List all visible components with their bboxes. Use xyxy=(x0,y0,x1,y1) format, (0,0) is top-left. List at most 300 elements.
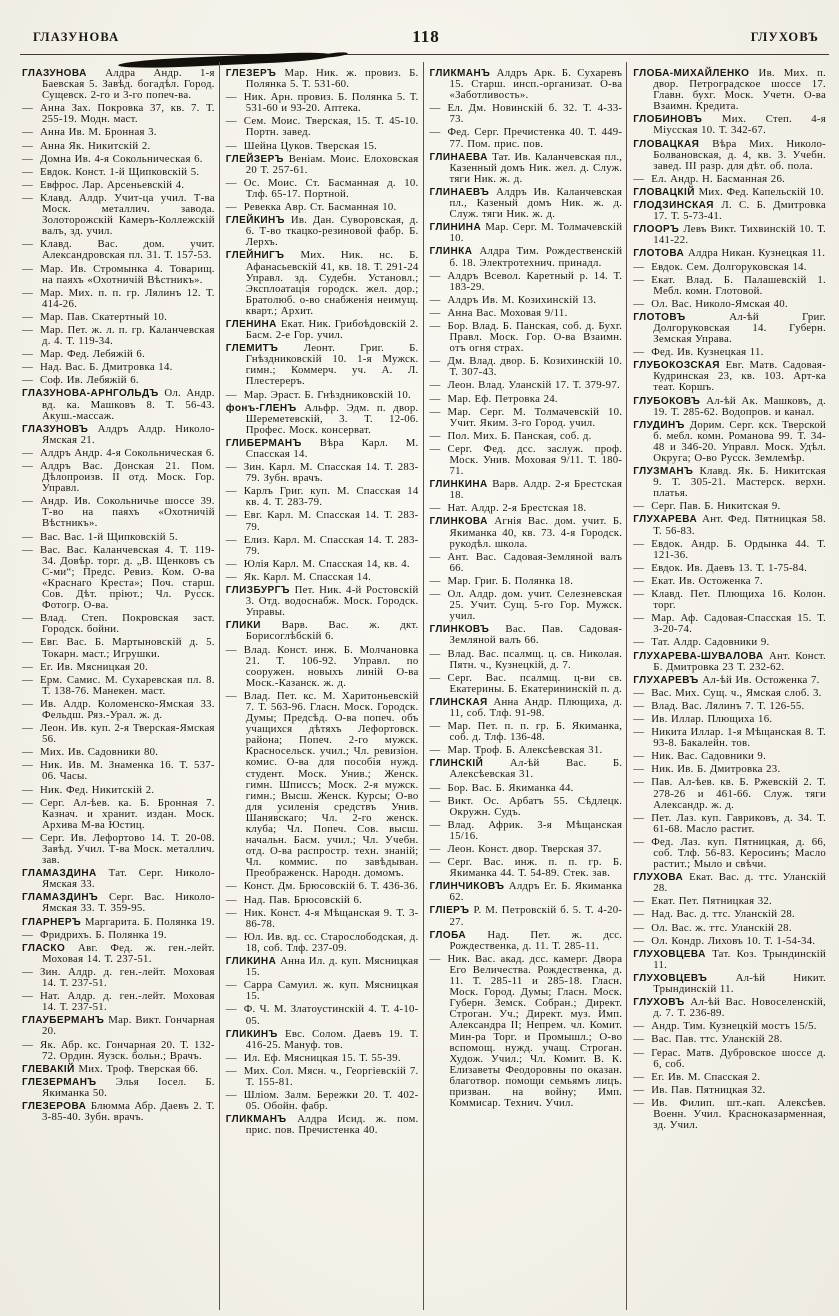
directory-entry: — Ник. Конст. 4-я Мѣщанская 9. Т. 3-86-78. xyxy=(225,906,419,930)
directory-entry: ГЛУБОКОВЪ Ал-ѣй Ак. Машковъ, д. 19. Т. 285-62. Водопров. и канал. xyxy=(633,394,826,418)
directory-entry: — Вас. Мих. Сущ. ч., Ямская слоб. 3. xyxy=(633,686,822,699)
ditto-dash: — xyxy=(429,269,441,282)
entry-headword: ГЛИНАЕВЪ xyxy=(429,186,497,198)
directory-entry: — Ол. Алдр. дом. учит. Селезневская 25. Учит. Сущ. 5-го Гор. Мужск. учил. xyxy=(429,588,623,623)
entry-headword: ГЛОБИНОВЪ xyxy=(633,114,722,126)
directory-entry: — Фридрихъ. Б. Полянка 19. xyxy=(22,928,167,941)
ditto-dash: — xyxy=(225,557,237,570)
directory-entry: — Евдок. Андр. Б. Ордынка 44. Т. 121-36. xyxy=(633,537,826,561)
directory-entry: ГЛАУБЕРМАНЪ Мар. Викт. Гончарная 20. xyxy=(22,1014,215,1038)
directory-entry: ГЛИНКА Алдра Тим. Рождественскій б. 18. Электротехнич. принадл. xyxy=(429,245,623,269)
directory-entry: ГЛУДИНЪ Дорим. Серг. кск. Тверской б. мебл. комн. Романова 99. Т. 34-48 и 346-20. Управл. Моск. Удѣл. Округа; О-во Русск. Землемѣр. xyxy=(633,418,826,464)
directory-entry: — Ег. Ив. Мясницкая 20. xyxy=(22,660,148,673)
directory-entry: — Леон. Ив. куп. 2-я Тверская-Ямская 56. xyxy=(22,722,215,746)
ditto-dash: — xyxy=(633,699,645,712)
ditto-dash: — xyxy=(429,319,441,332)
ditto-dash: — xyxy=(22,697,34,710)
ditto-dash: — xyxy=(22,152,34,165)
entry-headword: ГЛОБА-МИХАЙЛЕНКО xyxy=(633,68,759,79)
directory-entry: — Над. Пав. Брюсовскій 6. xyxy=(225,893,363,906)
directory-entry: — Мар. Мих. п. п. гр. Лялинъ 12. Т. 414-26. xyxy=(22,286,215,310)
directory-entry: ГЛООРЪ Левъ Викт. Тихвинскій 10. Т. 141-22. xyxy=(633,223,826,247)
entry-headword: ГЛОДЗИНСКАЯ xyxy=(633,200,722,212)
ditto-dash: — xyxy=(22,323,34,336)
ditto-dash: — xyxy=(633,763,645,776)
ditto-dash: — xyxy=(633,297,645,310)
ditto-dash: — xyxy=(225,91,237,104)
directory-entry: — Сарра Самуил. ж. куп. Мясницкая 15. xyxy=(225,979,419,1003)
directory-entry: — Серг. Вас. псалмщ. ц-ви св. Екатерины. Б. Екатерининскій п. д. xyxy=(429,671,623,695)
directory-entry: ГЛИНКОВА Агнія Вас. дом. учит. Б. Якиманка 40, кв. 73. 4-я Городск. рукодѣл. школа. xyxy=(429,515,623,550)
ditto-dash: — xyxy=(633,172,645,185)
entry-headword: ГЛАМАЗДИНА xyxy=(22,868,109,880)
directory-entry: — Клавд. Пет. Плющиха 16. Колон. торг. xyxy=(633,588,826,612)
directory-entry: — Мар. Ив. Стромынка 4. Товарищ. на паяхъ «Охотничій Вѣстникъ». xyxy=(22,262,215,286)
directory-entry: ГЛОТОВА Алдра Никан. Кузнецкая 11. xyxy=(633,247,826,260)
directory-entry: ГЛИНСКІЙ Ал-ѣй Вас. Б. Алексѣевская 31. xyxy=(429,757,623,781)
entry-headword: ГЛИНКА xyxy=(429,246,480,258)
header-right-title: ГЛУХОВЪ xyxy=(750,30,819,44)
entry-headword: ГЛИНКИНА xyxy=(429,479,493,491)
directory-entry: — Алдръ Андр. 4-я Сокольническая 6. xyxy=(22,446,215,459)
directory-entry: ГЛОВАЦКІЙ Мих. Фед. Капельскій 10. xyxy=(633,185,824,198)
directory-entry: ГЛУХОВА Екат. Вас. д. ттс. Уланскій 28. xyxy=(633,871,827,895)
ditto-dash: — xyxy=(429,647,441,660)
ditto-dash: — xyxy=(22,446,34,459)
directory-entry: — Над. Вас. Б. Дмитровка 14. xyxy=(22,361,173,374)
entry-headword: ГЛИНИНА xyxy=(429,222,486,234)
ditto-dash: — xyxy=(225,893,237,906)
directory-entry: ГЛИКИ Варв. Вас. ж. дкт. Борисоглѣбскій 6. xyxy=(225,619,419,643)
directory-entry: — Серг. Ив. Лефортово 14. Т. 20-08. Завѣд. Учил. Т-ва Моск. металлич. зав. xyxy=(22,831,215,867)
ditto-dash: — xyxy=(429,794,441,807)
entry-headword: ГЛОБА xyxy=(429,929,488,941)
directory-entry: — Леон. Влад. Уланскій 17. Т. 379-97. xyxy=(429,379,620,392)
directory-entry: — Ревекка Авр. Ст. Басманная 10. xyxy=(225,201,397,214)
ditto-dash: — xyxy=(225,570,237,583)
directory-entry: — Алдръ Ив. М. Козихинскій 13. xyxy=(429,293,597,306)
directory-entry: ГЛЕМИТЪ Леонт. Григ. Б. Гнѣздниковскій 10. 1-я Мужск. гимн.; Коммерч. уч. А. Л. Плестереръ. xyxy=(225,342,419,388)
ditto-dash: — xyxy=(633,1096,645,1109)
directory-entry: ГЛАЗУНОВЪ Алдръ Алдр. Николо-Ямская 21. xyxy=(22,422,215,446)
ditto-dash: — xyxy=(22,831,34,844)
entry-headword: ГЛИКИНЪ xyxy=(225,1028,285,1040)
directory-entry: — Зин. Алдр. д. ген.-лейт. Моховая 14. Т. 237-51. xyxy=(22,965,215,990)
directory-entry: — Клавд. Алдр. Учит-ца учил. Т-ва Моск. металлич. завода. Золоторожскій Камеръ-Коллежскій валъ, зд. учил. xyxy=(22,191,215,238)
ditto-dash: — xyxy=(22,102,34,115)
entry-headword: ГЛУХОВА xyxy=(633,872,690,884)
directory-entry: — Мар. Григ. Б. Полянка 18. xyxy=(429,574,574,587)
directory-entry: — Мар. Пав. Скатертный 10. xyxy=(22,310,168,323)
entry-headword: ГЛУХАРЕВА xyxy=(633,514,703,526)
ditto-dash: — xyxy=(633,1083,645,1096)
ditto-dash: — xyxy=(429,550,441,563)
directory-entry: ГЛУЗМАНЪ Клавд. Як. Б. Никитская 9. Т. 305-21. Мастерск. верхн. платья. xyxy=(633,465,826,500)
entry-headword: ГЛУХАРЕВА-ШУВАЛОВА xyxy=(633,650,769,662)
directory-entry: ГЛЕЗЕРОВА Блюмма Абр. Даевъ 2. Т. 3-85-40. Зубн. врачъ. xyxy=(22,1099,215,1124)
ditto-dash: — xyxy=(633,260,645,273)
page-header xyxy=(33,27,819,50)
ditto-dash: — xyxy=(429,502,441,515)
ditto-dash: — xyxy=(429,574,441,587)
directory-entry: — Серг. Ал-ѣев. ка. Б. Бронная 7. Казнач. и хранит. издан. Моск. Архива М-ва Юстиц. xyxy=(22,796,215,831)
ditto-dash: — xyxy=(429,102,441,115)
entry-headword: ГЛОТОВЪ xyxy=(633,311,730,323)
ditto-dash: — xyxy=(22,495,34,508)
entry-headword: ГЛЕМИТЪ xyxy=(225,343,304,355)
ditto-dash: — xyxy=(225,1051,237,1064)
directory-entry: ГЛИНСКАЯ Анна Андр. Плющиха, д. 11, соб. Тлф. 91-98. xyxy=(429,695,623,719)
directory-entry: — Мар. Еф. Петровка 24. xyxy=(429,392,558,405)
directory-entry: ГЛИНАЕВЪ Алдръ Ив. Каланчевская пл., Казеный домъ Ник. ж. д. Служ. тяги Ник. ж. д. xyxy=(429,185,623,221)
ditto-dash: — xyxy=(22,722,34,735)
ditto-dash: — xyxy=(633,908,645,921)
directory-entry: — Серг. Фед. дсс. заслуж. проф. Моск. Унив. Моховая 9/11. Т. 180-71. xyxy=(429,442,623,478)
ditto-dash: — xyxy=(225,485,237,498)
directory-entry: фонъ-ГЛЕНЪ Альфр. Эдм. п. двор. Шереметевскій, 3. Т. 12-06. Профес. Моск. консерват. xyxy=(225,401,419,436)
entry-headword: ГЛУХОВЪ xyxy=(633,997,691,1009)
ditto-dash: — xyxy=(429,744,441,757)
directory-entry: ГЛИНКОВЪ Вас. Пав. Садовая-Земляной валъ 66. xyxy=(429,623,623,647)
header-left-title: ГЛАЗУНОВА xyxy=(33,30,120,44)
directory-entry: ГЛОТОВЪ Ал-ѣй Григ. Долгоруковская 14. Губерн. Земская Управа. xyxy=(633,310,826,346)
entry-headword: ГЛООРЪ xyxy=(633,224,684,236)
directory-entry: — Екат. Влад. Б. Палашевскій 1. Мебл. комн. Глотовой. xyxy=(633,273,826,297)
ditto-dash: — xyxy=(429,781,441,794)
directory-entry: — Евфрос. Лар. Арсеньевскій 4. xyxy=(22,178,185,191)
ditto-dash: — xyxy=(429,429,441,442)
directory-entry: — Герас. Матв. Дубровское шоссе д. 6, соб. xyxy=(633,1046,826,1070)
entry-headword: ГЛЕЙКИНЪ xyxy=(225,215,291,227)
directory-entry: — Дм. Влад. двор. Б. Козихинскій 10. Т. 307-43. xyxy=(429,355,623,379)
directory-entry: ГЛИНКИНА Варв. Алдр. 2-я Брестская 18. xyxy=(429,478,623,502)
directory-entry: ГЛУХОВЪ Ал-ѣй Вас. Новоселенскій, д. 7. Т. 236-89. xyxy=(633,996,826,1020)
directory-entry: ГЛОВАЦКАЯ Вѣра Мих. Николо-Болвановская, д. 4, кв. 3. Учебн. завед. III разр. для дѣт. об. пола. xyxy=(633,137,826,172)
entry-headword: ГЛЕЙНИГЪ xyxy=(225,250,301,262)
directory-entry: — Ег. Ив. М. Спасская 2. xyxy=(633,1070,761,1083)
ditto-dash: — xyxy=(429,405,441,418)
directory-entry: — Ник. Вас. акад. дсс. камерг. Двора Его Величества. Рождественка, д. 11. Т. 285-11 и 285-18. Гласн. Моск. Город. Думы; Гласн. Моск. Губерн. Земск. Собран.; Директ. Строган. Уч.; Директ. муз. Имп. Александра II; Непрем. чл. Комит. Мин-ра Торг. и Промышл.; О-во вспомощ. нужд. учащ. Строган. Худож. Учил.; Чл. Комит. В. К. Елизаветы Феодоровны по оказан. благотвор. помощи семьямъ лицъ. призван. на войну; Имп. Коммисар. Технич. Учил. xyxy=(429,952,623,1110)
directory-entry: ГЛІЕРЪ Р. М. Петровскій б. 5. Т. 4-20-27. xyxy=(429,904,623,928)
directory-entry: ГЛУХАРЕВА Ант. Фед. Пятницкая 58. Т. 56-83. xyxy=(633,513,826,537)
entry-headword: ГЛЕНИНА xyxy=(225,318,281,330)
directory-entry: — Мих. Ив. Садовники 80. xyxy=(22,746,159,759)
entry-headword: ГЛИНКОВА xyxy=(429,516,495,528)
entry-headword: ГЛИНСКАЯ xyxy=(429,696,494,708)
ditto-dash: — xyxy=(633,686,645,699)
directory-entry: ГЛИКИНА Анна Ил. д. куп. Мясницкая 15. xyxy=(225,955,419,979)
ditto-dash: — xyxy=(429,856,441,869)
ditto-dash: — xyxy=(633,561,645,574)
directory-entry: ГЛАЗУНОВА Алдра Андр. 1-я Баевская 5. Завѣд. богадѣл. Город. Сущевск. 2-го и 3-го попеч-ва. xyxy=(22,67,215,102)
ditto-dash: — xyxy=(225,1089,237,1102)
directory-entry: — Андр. Ив. Сокольничье шоссе 39. Т-во на паяхъ «Охотничій Вѣстникъ». xyxy=(22,495,215,530)
ditto-dash: — xyxy=(633,776,645,789)
directory-entry: ГЛЕЙЗЕРЪ Веніам. Моис. Елоховская 20 Т. 257-61. xyxy=(225,152,419,176)
directory-entry: — Сем. Моис. Тверская, 15. Т. 45-10. Портн. завед. xyxy=(225,115,419,139)
directory-entry: ГЛАСКО Авг. Фед. ж. ген.-лейт. Моховая 14. Т. 237-51. xyxy=(22,941,215,965)
directory-entry: — Як. Карл. М. Спасская 14. xyxy=(225,570,372,583)
directory-entry: — Конст. Дм. Брюсовскій 6. Т. 436-36. xyxy=(225,880,418,893)
ditto-dash: — xyxy=(22,783,34,796)
entry-headword: ГЛИЗБУРГЪ xyxy=(225,585,295,597)
entry-headword: ГЛУБОКОВЪ xyxy=(633,395,707,407)
ditto-dash: — xyxy=(429,843,441,855)
entry-headword: ГЛАМАЗДИНЪ xyxy=(22,892,109,904)
entry-headword: ГЛИКМАНЪ xyxy=(429,68,497,79)
ditto-dash: — xyxy=(225,533,237,546)
entry-headword: ГЛАУБЕРМАНЪ xyxy=(22,1015,109,1027)
ditto-dash: — xyxy=(429,588,441,601)
ditto-dash: — xyxy=(22,286,34,299)
directory-entry: — Ив. Филип. шт.-кап. Алексѣев. Военн. Учил. Красноказарменная, зд. Учил. xyxy=(633,1096,826,1132)
ditto-dash: — xyxy=(22,759,34,772)
directory-entry: — Влад. Пет. кс. М. Харитоньевскій 7. Т. 563-96. Гласн. Моск. Городск. Думы; Предсѣд. О-ва попеч. объ учащихся дѣтяхъ Лефортовск. района; Попеч. 2-го мужск. Красносельск. учил.; Чл. ревизіон. комис. О-ва для пособія нужд. студент. Моск. Унив.; Женск. гимн. Шписсъ; Моск. 2-я мужск. гимн.; Высш. Женск. Курсы; О-во для усиленія средствъ Унив. Шанявскаго; Чл. 2-го женск. клуба; Чл. Попеч. Сов. высш. начальн. Басм. учил.; Чл. Учебн. отд. О-ва распростр. техн. знаній; Чл. коммис. по завѣдыван. Преображенск. Народн. домомъ. xyxy=(225,689,419,880)
entry-headword: ГЛИБЕРМАНЪ xyxy=(225,437,320,449)
directory-entry: — Мар. Пет. ж. л. п. гр. Каланчевская д. 4. Т. 119-34. xyxy=(22,323,215,348)
entry-headword: фонъ-ГЛЕНЪ xyxy=(225,402,305,414)
directory-entry: ГЛОДЗИНСКАЯ Л. С. Б. Дмитровка 17. Т. 5-73-41. xyxy=(633,199,826,223)
ditto-dash: — xyxy=(225,979,237,992)
entry-headword: ГЛЕЗЕРОВА xyxy=(22,1100,91,1112)
directory-entry: — Ерм. Самис. М. Сухаревская пл. 8. Т. 138-76. Манекен. маст. xyxy=(22,673,215,697)
directory-entry: — Ант. Вас. Садовая-Земляной валъ 66. xyxy=(429,550,623,574)
ditto-dash: — xyxy=(22,126,34,139)
directory-entry: — Пав. Ал-ѣев. кв. Б. Ржевскій 2. Т. 278-26 и 461-66. Служ. тяги Александр. ж. д. xyxy=(633,776,826,811)
ditto-dash: — xyxy=(633,712,645,725)
ditto-dash: — xyxy=(429,293,441,306)
directory-entry: — Вас. Вас. 1-й Щипковскій 5. xyxy=(22,530,178,543)
ditto-dash: — xyxy=(225,139,237,152)
directory-entry: — Ил. Еф. Мясницкая 15. Т. 55-39. xyxy=(225,1051,401,1064)
directory-entry: — Евг. Вас. Б. Мартыновскій д. 5. Токарн. маст.; Игрушки. xyxy=(22,636,215,660)
ditto-dash: — xyxy=(225,906,237,919)
directory-entry: ГЛЕНИНА Екат. Ник. Грибоѣдовскій 2. Басм. 2-е Гор. учил. xyxy=(225,317,419,342)
ditto-dash: — xyxy=(22,746,34,759)
ditto-dash: — xyxy=(429,671,441,684)
directory-entry: ГЛИКМАНЪ Алдра Исид. ж. пом. прис. пов. Пречистенка 40. xyxy=(225,1113,419,1137)
entry-headword: ГЛИНЧИКОВЪ xyxy=(429,881,509,893)
directory-entry: — Пол. Мих. Б. Панская, соб. д. xyxy=(429,429,592,442)
directory-entry: ГЛИНАЕВА Тат. Ив. Каланчевская пл., Казенный домъ Ник. жел. д. Служ. тяги Ник. ж. д. xyxy=(429,150,623,185)
ditto-dash: — xyxy=(633,273,645,286)
directory-entry: — Серг. Вас. инж. п. п. гр. Б. Якиманка 44. Т. 54-89. Стек. зав. xyxy=(429,856,623,880)
entry-headword: ГЛОВАЦКАЯ xyxy=(633,138,713,150)
entry-headword: ГЛЕЙЗЕРЪ xyxy=(225,153,289,165)
directory-column-1 xyxy=(22,62,219,1310)
directory-entry: ГЛОБИНОВЪ Мих. Степ. 4-я Міусская 10. Т. 342-67. xyxy=(633,113,826,137)
entry-headword: ГЛАЗУНОВА-АРНГОЛЬДЪ xyxy=(22,388,165,400)
ditto-dash: — xyxy=(22,636,34,649)
ditto-dash: — xyxy=(633,1033,645,1046)
ditto-dash: — xyxy=(22,165,34,178)
entry-headword: ГЛУБОКОЗСКАЯ xyxy=(633,360,726,372)
ditto-dash: — xyxy=(633,1070,645,1083)
directory-entry: ГЛИКИНЪ Евс. Солом. Даевъ 19. Т. 416-25. Мануф. тов. xyxy=(225,1027,419,1051)
directory-entry: — Юл. Ив. вд. сс. Старослободская, д. 18, соб. Тлф. 237-09. xyxy=(225,930,419,954)
entry-headword: ГЛУХОВЦЕВА xyxy=(633,948,713,960)
ditto-dash: — xyxy=(22,460,34,472)
directory-entry: — Пет. Лаз. куп. Гавриковъ, д. 34. Т. 61-68. Масло растит. xyxy=(633,811,826,835)
directory-entry: — Ол. Кондр. Лиховъ 10. Т. 1-54-34. xyxy=(633,934,816,947)
directory-entry: ГЛАЗУНОВА-АРНГОЛЬДЪ Ол. Андр. вд. ка. Машковъ 8. Т. 56-43. Акуш.-массаж. xyxy=(22,387,215,422)
directory-entry: — Андр. Тим. Кузнецкій мостъ 15/5. xyxy=(633,1020,817,1033)
directory-entry: — Алдръ Вас. Донская 21. Пом. Дѣлопроизв. II отд. Моск. Гор. Управл. xyxy=(22,460,215,495)
ditto-dash: — xyxy=(633,612,645,625)
directory-entry: — Ос. Моис. Ст. Басманная д. 10. Тлф. 65-17. Портной. xyxy=(225,176,419,200)
directory-column-3 xyxy=(423,62,627,1310)
entry-headword: ГЛЕЗЕРЪ xyxy=(225,68,285,79)
directory-entry: ГЛЕЗЕРМАНЪ Элья Іосел. Б. Якиманка 50. xyxy=(22,1075,215,1099)
directory-column-2 xyxy=(219,62,423,1310)
ditto-dash: — xyxy=(22,965,34,978)
directory-entry: — Влад. Африк. 3-я Мѣщанская 15/16. xyxy=(429,818,623,842)
header-divider xyxy=(20,54,829,55)
ditto-dash: — xyxy=(633,921,645,934)
directory-entry: — Ол. Вас. ж. ттс. Уланскій 28. xyxy=(633,921,792,934)
directory-entry: ГЛАРНЕРЪ Маргарита. Б. Полянка 19. xyxy=(22,915,215,928)
entry-headword: ГЛИКИ xyxy=(225,620,282,632)
directory-entry: — Фед. Лаз. куп. Пятницкая, д. 66, соб. Тлф. 56-83. Керосинъ; Масло растит.; Мыло и свѣчи. xyxy=(633,835,826,871)
entry-headword: ГЛАСКО xyxy=(22,942,79,954)
directory-entry: — Вас. Пав. ттс. Уланскій 28. xyxy=(633,1033,783,1046)
directory-entry: — Влад. Конст. инж. Б. Молчановка 21. Т. 106-92. Управл. по сооружен. новыхъ линій О-ва Моск.-Казанск. ж. д. xyxy=(225,643,419,689)
ditto-dash: — xyxy=(633,811,645,824)
entry-headword: ГЛОВАЦКІЙ xyxy=(633,186,699,198)
directory-entry: — Евг. Карл. М. Спасская 14. Т. 283-79. xyxy=(225,509,419,533)
entry-headword: ГЛУХАРЕВЪ xyxy=(633,674,703,686)
ditto-dash: — xyxy=(633,895,645,908)
directory-entry: — Анна Як. Никитскій 2. xyxy=(22,139,151,152)
entry-headword: ГЛЕВАКІЙ xyxy=(22,1063,79,1075)
ditto-dash: — xyxy=(633,726,645,739)
ditto-dash: — xyxy=(633,934,645,947)
directory-entry: — Викт. Ос. Арбатъ 55. Сѣдлецк. Окружн. Судъ. xyxy=(429,794,623,818)
directory-entry: — Ив. Алдр. Коломенско-Ямская 33. Фельдш. Ряз.-Урал. ж. д. xyxy=(22,697,215,721)
page-number: 118 xyxy=(412,27,440,46)
directory-entry: — Бор. Вас. Б. Якиманка 44. xyxy=(429,781,574,794)
directory-entry: — Евдок. Конст. 1-й Щипковскій 5. xyxy=(22,165,200,178)
directory-entry: — Влад. Вас. Лялинъ 7. Т. 126-55. xyxy=(633,699,805,712)
directory-entry: — Нат. Алдр. д. ген.-лейт. Моховая 14. Т. 237-51. xyxy=(22,990,215,1014)
ditto-dash: — xyxy=(22,374,34,387)
ditto-dash: — xyxy=(225,1064,237,1077)
directory-entry: — Никита Иллар. 1-я Мѣщанская 8. Т. 93-8. Бакалейн. тов. xyxy=(633,726,826,750)
directory-entry: — Екат. Пет. Пятницкая 32. xyxy=(633,895,772,908)
directory-entry: ГЛИНИНА Мар. Серг. М. Толмачевскій 10. xyxy=(429,221,623,245)
ditto-dash: — xyxy=(225,930,237,943)
directory-entry: — Зин. Карл. М. Спасская 14. Т. 283-79. Зубн. врачъ. xyxy=(225,461,419,485)
directory-entry: — Алдръ Всевол. Каретный р. 14. Т. 183-29. xyxy=(429,269,623,293)
directory-entry: — Серг. Пав. Б. Никитская 9. xyxy=(633,500,781,513)
directory-entry: ГЛИНЧИКОВЪ Алдръ Ег. Б. Якиманка 62. xyxy=(429,880,623,904)
directory-entry: — Евдок. Ив. Даевъ 13. Т. 1-75-84. xyxy=(633,561,808,574)
directory-entry: — Ел. Андр. Н. Басманная 26. xyxy=(633,172,786,185)
directory-entry: ГЛОБА-МИХАЙЛЕНКО Ив. Мих. п. двор. Петроградское шоссе 17. Главн. бухг. Моск. Учетн. О-ва Взаимн. Кредита. xyxy=(633,67,826,113)
ditto-dash: — xyxy=(225,461,237,474)
ditto-dash: — xyxy=(22,310,34,323)
ditto-dash: — xyxy=(633,574,645,587)
directory-entry: — Фед. Ив. Кузнецкая 11. xyxy=(633,346,764,359)
ditto-dash: — xyxy=(22,660,34,673)
directory-entry: — Клавд. Вас. дом. учит. Александровская пл. 31. Т. 157-53. xyxy=(22,238,215,262)
directory-entry: — Ник. Вас. Садовники 9. xyxy=(633,750,767,763)
ditto-dash: — xyxy=(225,1003,237,1016)
ditto-dash: — xyxy=(633,537,645,550)
entry-headword: ГЛИНАЕВА xyxy=(429,151,493,163)
directory-entry: ГЛУХОВЦЕВЪ Ал-ѣй Никит. Трындинскій 11. xyxy=(633,971,826,996)
directory-entry: ГЛИЗБУРГЪ Пет. Ник. 4-й Ростовскій 3. Отд. водоснабж. Моск. Городск. Управы. xyxy=(225,584,419,619)
directory-entry: — Вас. Вас. Каланчевская 4. Т. 119-34. Довѣр. торг. д. „В. Щенковъ съ С-ми“; Предс. Ревиз. Ком. О-ва «Краснаго Креста»; Поч. старш. Сов. Дѣт. пріют.; Чл. Русск. Фотогр. О-ва. xyxy=(22,543,215,612)
ditto-dash: — xyxy=(22,262,34,275)
directory-entry: — Елиз. Карл. М. Спасская 14. Т. 283-79. xyxy=(225,533,419,557)
ditto-dash: — xyxy=(633,500,645,513)
directory-entry: — Анна Ив. М. Бронная 3. xyxy=(22,126,157,139)
ditto-dash: — xyxy=(225,115,237,128)
entry-headword: ГЛУЗМАНЪ xyxy=(633,466,700,478)
ditto-dash: — xyxy=(22,348,34,361)
entry-headword: ГЛИКМАНЪ xyxy=(225,1114,298,1126)
directory-entry: — Мар. Эраст. Б. Гнѣздниковскій 10. xyxy=(225,388,411,401)
ditto-dash: — xyxy=(225,880,237,893)
ditto-dash: — xyxy=(225,176,237,189)
directory-entry: — Нат. Алдр. 2-я Брестская 18. xyxy=(429,502,587,515)
directory-entry: ГЛУХАРЕВЪ Ал-ѣй Ив. Остоженка 7. xyxy=(633,673,820,686)
ditto-dash: — xyxy=(429,355,441,368)
directory-entry: ГЛОБА Над. Пет. ж. дсс. Рождественка, д. 11. Т. 285-11. xyxy=(429,928,623,952)
ditto-dash: — xyxy=(633,750,645,763)
directory-entry: — Фед. Серг. Пречистенка 40. Т. 449-77. Пом. прис. пов. xyxy=(429,126,623,150)
directory-entry: ГЛУХАРЕВА-ШУВАЛОВА Ант. Конст. Б. Дмитровка 23 Т. 232-62. xyxy=(633,649,826,673)
ditto-dash: — xyxy=(22,530,34,543)
entry-headword: ГЛІЕРЪ xyxy=(429,905,474,917)
directory-entry: ГЛАМАЗДИНА Тат. Серг. Николо-Ямская 33. xyxy=(22,867,215,891)
directory-entry: ГЛАМАЗДИНЪ Серг. Вас. Николо-Ямская 33. Т. 359-95. xyxy=(22,891,215,915)
directory-entry: — Ф. Ч. М. Златоустинскій 4. Т. 4-10-05. xyxy=(225,1003,419,1027)
directory-entry: — Леон. Конст. двор. Тверская 37. xyxy=(429,843,602,855)
directory-entry: — Мар. Пет. п. п. гр. Б. Якиманка, соб. д. Тлф. 136-48. xyxy=(429,720,623,744)
directory-entry: ГЛУБОКОЗСКАЯ Евг. Матв. Садовая-Кудринская 23, кв. 103. Арт-ка теат. Коршъ. xyxy=(633,359,826,394)
ditto-dash: — xyxy=(633,588,645,601)
directory-entry: ГЛИКМАНЪ Алдръ Арк. Б. Сухаревъ 15. Старш. инсп.-организат. О-ва «Заботливость». xyxy=(429,67,623,102)
entry-headword: ГЛЕЗЕРМАНЪ xyxy=(22,1076,116,1088)
entry-headword: ГЛАЗУНОВА xyxy=(22,68,106,79)
ditto-dash: — xyxy=(22,673,34,686)
directory-entry: — Ол. Вас. Николо-Ямская 40. xyxy=(633,297,788,310)
directory-entry: — Анна Вас. Моховая 9/11. xyxy=(429,306,568,319)
ditto-dash: — xyxy=(225,643,237,656)
directory-entry: ГЛЕВАКІЙ Мих. Троф. Тверская 66. xyxy=(22,1062,199,1075)
directory-entry: ГЛУХОВЦЕВА Тат. Коз. Трындинскій 11. xyxy=(633,947,826,971)
ditto-dash: — xyxy=(22,990,34,1003)
directory-entry: — Влад. Вас. псалмщ. ц. св. Николая. Пятн. ч., Кузнецкій, д. 7. xyxy=(429,647,623,671)
ditto-dash: — xyxy=(22,928,34,941)
directory-entry: ГЛИБЕРМАНЪ Вѣра Карл. М. Спасская 14. xyxy=(225,436,419,460)
ditto-dash: — xyxy=(429,126,441,139)
directory-entry: — Евдок. Сем. Долгоруковская 14. xyxy=(633,260,807,273)
directory-entry: — Ел. Дм. Новинскій б. 32. Т. 4-33-73. xyxy=(429,102,623,126)
ditto-dash: — xyxy=(633,835,645,848)
ditto-dash: — xyxy=(225,509,237,522)
ditto-dash: — xyxy=(225,689,237,702)
ditto-dash: — xyxy=(22,178,34,191)
directory-column-4 xyxy=(626,62,830,1310)
ditto-dash: — xyxy=(633,346,645,359)
directory-entry: — Ник. Ив. М. Знаменка 16. Т. 537-06. Часы. xyxy=(22,759,215,783)
ditto-dash: — xyxy=(429,720,441,733)
entry-headword: ГЛАЗУНОВЪ xyxy=(22,423,98,435)
directory-entry: — Бор. Влад. Б. Панская, соб. д. Бухг. Правл. Моск. Гор. О-ва Взаимн. отъ огня страх. xyxy=(429,319,623,355)
